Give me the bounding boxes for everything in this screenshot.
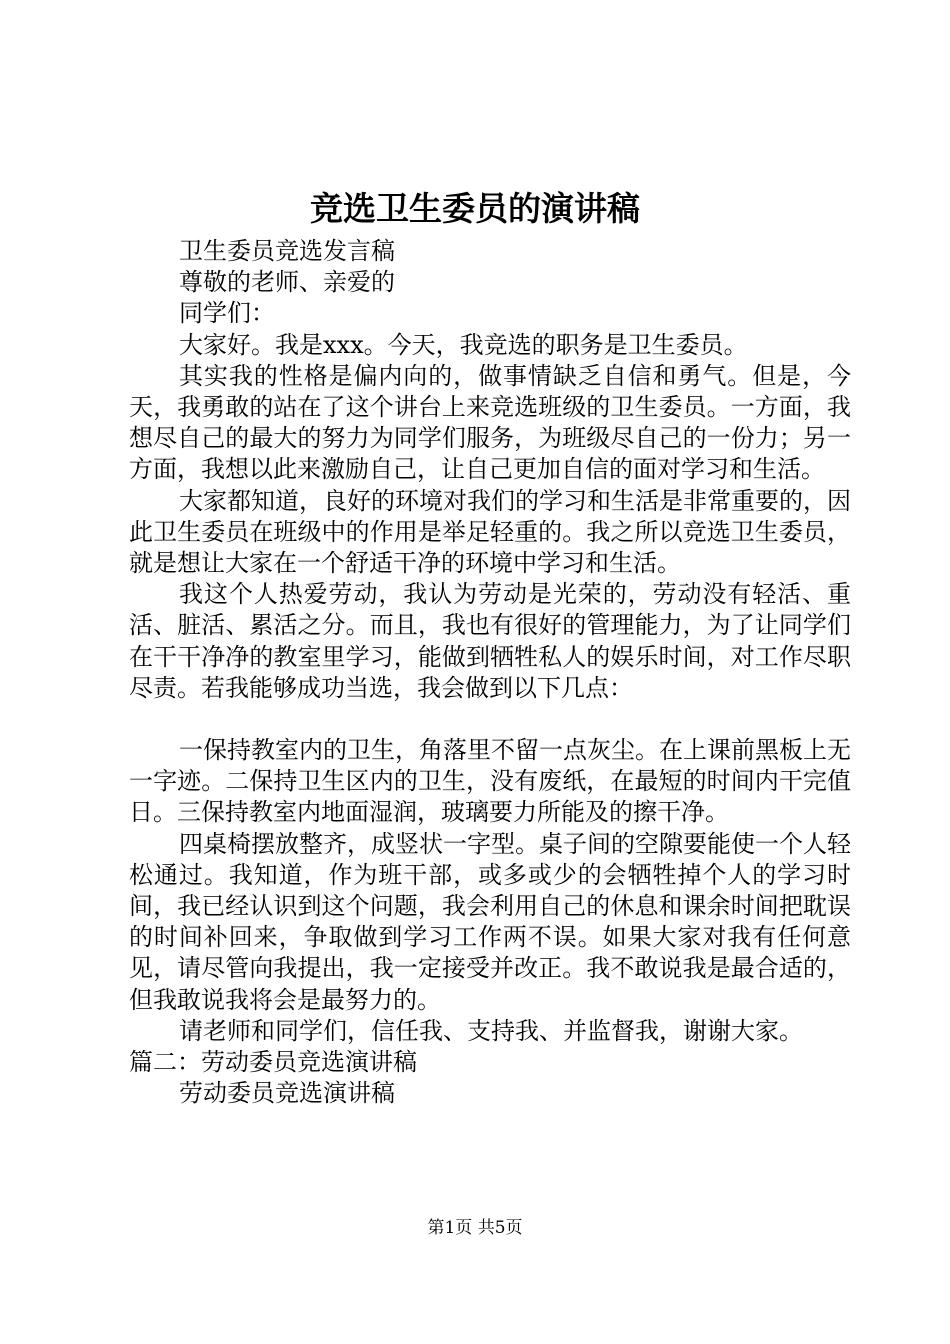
paragraph-points-1: 一保持教室内的卫生，角落里不留一点灰尘。在上课前黑板上无一字迹。二保持卫生区内的卫生，没有废纸，在最短的时间内干完值日。三保持教室内地面湿润，玻璃要力所能及的擦干净。 [129, 736, 851, 827]
paragraph-section-heading: 篇二：劳动委员竞选演讲稿 [129, 1048, 417, 1077]
paragraph-subtitle: 卫生委员竞选发言稿 [179, 237, 395, 265]
document-title: 竞选卫生委员的演讲稿 [310, 189, 640, 228]
paragraph-salutation-2: 同学们： [179, 299, 275, 328]
paragraph-salutation-1: 尊敬的老师、亲爱的 [179, 268, 395, 297]
paragraph-greeting: 大家好。我是xxx。今天，我竞选的职务是卫生委员。 [179, 330, 748, 359]
paragraph-points-2: 四桌椅摆放整齐，成竖状一字型。桌子间的空隙要能使一个人轻松通过。我知道，作为班干部，或多或少的会牺牲掉个人的学习时间，我已经认识到这个问题，我会利用自己的休息和课余时间把耽误的时间补回来，争取做到学习工作两不误。如果大家对我有任何意见，请尽管向我提出，我一定接受并改正。我不敢说我是最合适的，但我敢说我将会是最努力的。 [129, 829, 851, 1014]
paragraph-environment: 大家都知道，良好的环境对我们的学习和生活是非常重要的，因此卫生委员在班级中的作用是举足轻重的。我之所以竞选卫生委员，就是想让大家在一个舒适干净的环境中学习和生活。 [129, 486, 851, 578]
paragraph-closing: 请老师和同学们，信任我、支持我、并监督我，谢谢大家。 [179, 1016, 803, 1045]
paragraph-labor: 我这个人热爱劳动，我认为劳动是光荣的，劳动没有轻活、重活、脏活、累活之分。而且，我也有很好的管理能力，为了让同学们在干干净净的教室里学习，能做到牺牲私人的娱乐时间，对工作尽职尽责。若我能够成功当选，我会做到以下几点： [129, 580, 851, 702]
document-body [129, 236, 851, 1109]
paragraph-section-subtitle: 劳动委员竞选演讲稿 [179, 1079, 395, 1108]
paragraph-gap [129, 704, 851, 735]
page-footer: 第1页 共5页 [427, 1218, 523, 1238]
paragraph-personality: 其实我的性格是偏内向的，做事情缺乏自信和勇气。但是，今天，我勇敢的站在了这个讲台上来竞选班级的卫生委员。一方面，我想尽自己的最大的努力为同学们服务，为班级尽自己的一份力；另一方面，我想以此来激励自己，让自己更加自信的面对学习和生活。 [129, 361, 851, 484]
